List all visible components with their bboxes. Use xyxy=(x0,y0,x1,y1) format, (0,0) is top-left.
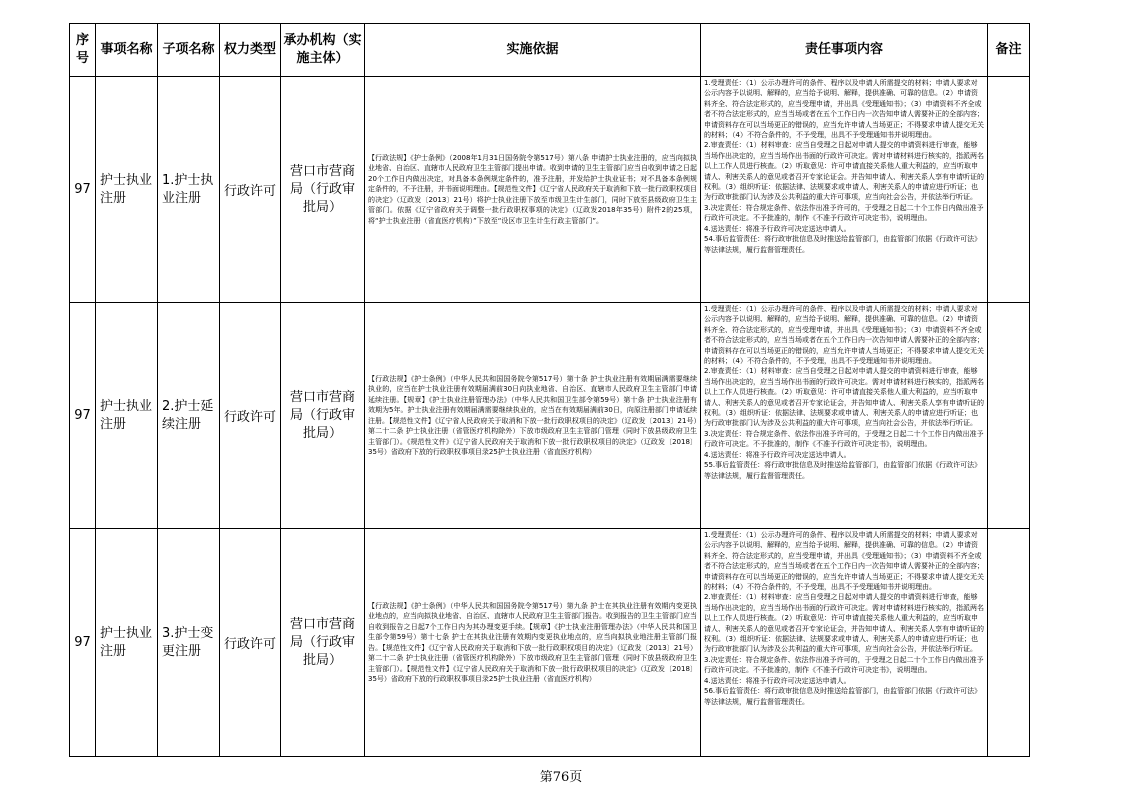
row-item: 护士执业注册 xyxy=(96,529,158,757)
resp-line: 2.审查责任：（1）材料审查：应当自受理之日起对申请人提交的申请资料进行审查，能够当场作出决定的，应当当场作出书面的行政许可决定。需对申请材料进行核实的，指派两名以上工作人员进行核查。（2）听取意见：许可申请直接关系他人重大利益的，应当听取申请人、利害关系人的意见或者召开专家论证会。并告知申请人、利害关系人享有申请听证的权利。（3）组织听证：依据法律、法规要求或申请人、利害关系人的申请应进行听证；也为行政审批部门认为涉及公共利益的重大许可事项，应当向社会公告，并依法举行听证。 xyxy=(704,141,984,202)
row-item: 护士执业注册 xyxy=(96,303,158,529)
row-basis: 【行政法规】《护士条例》（2008年1月31日国务院令第517号）第八条 申请护士执业注册的，应当向拟执业地省、自治区、直辖市人民政府卫生主管部门提出申请。收到申请的卫生主管部门应当自收到申请之日起20个工作日内做出决定，对具备本条例规定条件的，准予注册，并发给护士执业证书；对不具备本条例规定条件的，不予注册，并书面说明理由。【规范性文件】《辽宁省人民政府关于取消和下放一批行政职权项目的决定》（辽政发〔2013〕21号）将护士执业注册下放至市级卫生计生部门，同时下放至县级政府卫生主管部门。依据《辽宁省政府关于调整一批行政职权事项的决定》（辽政发2018年35号）附件2的25项，将“护士执业注册（省直医疗机构）”下放至“设区市卫生计生行政主管部门”。 xyxy=(365,77,701,303)
row-sub: 2.护士延续注册 xyxy=(158,303,220,529)
row-no: 97 xyxy=(70,303,96,529)
resp-line: 2.审查责任：（1）材料审查：应当自受理之日起对申请人提交的申请资料进行审查，能够当场作出决定的，应当当场作出书面的行政许可决定。需对申请材料进行核实的，指派两名以上工作人员进行核查。（2）听取意见：许可申请直接关系他人重大利益的，应当听取申请人、利害关系人的意见或者召开专家论证会，并告知申请人、利害关系人享有申请听证的权利。（3）组织听证：依据法律、法规要求或申请人、利害关系人的申请应进行听证；也为行政审批部门认为涉及公共利益的重大许可事项，应当向社会公告，并依法举行听证。 xyxy=(704,593,984,654)
resp-line: 2.审查责任：（1）材料审查：应当自受理之日起对申请人提交的申请资料进行审查，能够当场作出决定的，应当当场作出书面的行政许可决定。需对申请材料进行核实的，指派两名以上工作人员进行核查。（2）听取意见：许可申请直接关系他人重大利益的，应当听取申请人、利害关系人的意见或者召开专家论证会，并告知申请人、利害关系人享有申请听证的权利。（3）组织听证：依据法律、法规要求或申请人、利害关系人的申请应进行听证；也为行政审批部门认为涉及公共利益的重大许可事项，应当向社会公告，并依法举行听证。 xyxy=(704,367,984,428)
row-item: 护士执业注册 xyxy=(96,77,158,303)
row-note xyxy=(988,529,1030,757)
row-basis: 【行政法规】《护士条例》（中华人民共和国国务院令第517号）第十条 护士执业注册有效期届满需要继续执业的，应当在护士执业注册有效期届满前30日向执业地省、自治区、直辖市人民政府卫生主管部门申请延续注册。【规章】《护士执业注册管理办法》（中华人民共和国卫生部令第59号）第十条 护士执业注册有效期为5年。护士执业注册有效期届满需要继续执业的，应当在有效期届满前30日，向原注册部门申请延续注册。【规范性文件】《辽宁省人民政府关于取消和下放一批行政职权项目的决定》（辽政发〔2013〕21号）第二十二条 护士执业注册（省管医疗机构除外）下放市级政府卫生主管部门管理（同时下放县级政府卫生主管部门）。《规范性文件》《辽宁省人民政府关于取消和下放一批行政职权项目的决定》（辽政发〔2018〕35号）省政府下放的行政职权事项目录25护士执业注册（省直医疗机构） xyxy=(365,303,701,529)
row-sub: 3.护士变更注册 xyxy=(158,529,220,757)
row-type: 行政许可 xyxy=(220,77,281,303)
resp-line: 3.决定责任：符合规定条件、依法作出准予许可的，于受理之日起二十个工作日内做出准予行政许可决定。不予批准的，制作《不准予行政许可决定书》，说明理由。 xyxy=(704,655,984,675)
resp-line: 55.事后监管责任：将行政审批信息及时推送给监管部门，由监管部门依据《行政许可法》等法律法规，履行监督管理责任。 xyxy=(704,461,982,480)
row-org: 营口市营商局（行政审批局） xyxy=(281,529,365,757)
resp-line: 54.事后监管责任：将行政审批信息及时推送给监管部门，由监管部门依据《行政许可法》等法律法规，履行监督管理责任。 xyxy=(704,235,982,254)
header-resp: 责任事项内容 xyxy=(701,24,988,77)
row-resp xyxy=(701,303,988,529)
header-org: 承办机构（实施主体） xyxy=(281,24,365,77)
row-type: 行政许可 xyxy=(220,303,281,529)
row-no: 97 xyxy=(70,77,96,303)
header-sub: 子项名称 xyxy=(158,24,220,77)
page-number: 第76页 xyxy=(539,770,583,785)
row-type: 行政许可 xyxy=(220,529,281,757)
row-org: 营口市营商局（行政审批局） xyxy=(281,77,365,303)
resp-line: 56.事后监管责任：将行政审批信息及时推送给监管部门，由监管部门依据《行政许可法》等法律法规，履行监督管理责任。 xyxy=(704,687,982,706)
table-row xyxy=(70,303,1030,529)
resp-line: 4.送达责任：将准予行政许可决定送达申请人。 xyxy=(704,224,851,233)
resp-line: 1.受理责任：（1）公示办理许可的条件、程序以及申请人所需提交的材料；申请人要求对公示内容予以说明、解释的，应当给予说明、解释，提供准确、可靠的信息。（2）申请资料齐全、符合法定形式的，应当受理申请，并出具《受理通知书》；（3）申请资料不齐全或者不符合法定形式的，应当当场或者在五个工作日内一次告知申请人需要补正的全部内容；申请资料存在可以当场更正的错误的，应当允许申请人当场更正；不得要求申请人提交无关的材料；（4）不符合条件的，不予受理，出具不予受理通知书并说明理由。 xyxy=(704,531,984,592)
row-note xyxy=(988,77,1030,303)
row-note xyxy=(988,303,1030,529)
resp-line: 1.受理责任：（1）公示办理许可的条件、程序以及申请人所需提交的材料；申请人要求对公示内容予以说明、解释的，应当给予说明、解释，提供准确、可靠的信息。（2）申请资料齐全、符合法定形式的，应当受理申请，并出具《受理通知书》；（3）申请资料不齐全或者不符合法定形式的，应当当场或者在五个工作日内一次告知申请人需要补正的全部内容；申请资料存在可以当场更正的错误的，应当允许申请人当场更正；不得要求申请人提交无关的材料；（4）不符合条件的，不予受理，出具不予受理通知书并说明理由。 xyxy=(704,305,984,366)
table-row xyxy=(70,529,1030,757)
row-basis: 【行政法规】《护士条例》（中华人民共和国国务院令第517号）第九条 护士在其执业注册有效期内变更执业地点的，应当向拟执业地省、自治区、直辖市人民政府卫生主管部门报告。收到报告的卫生主管部门应当自收到报告之日起7个工作日内为其办理变更手续。【规章】《护士执业注册管理办法》（中华人民共和国卫生部令第59号）第十七条 护士在其执业注册有效期内变更执业地点的，应当向拟执业地注册主管部门报告。【规范性文件】《辽宁省人民政府关于取消和下放一批行政职权项目的决定》（辽政发〔2013〕21号）第二十二条 护士执业注册（省管医疗机构除外）下放市级政府卫生主管部门管理（同时下放县级政府卫生主管部门）。【规范性文件】《辽宁省人民政府关于取消和下放一批行政职权项目的决定》（辽政发〔2018〕35号）省政府下放的行政职权事项目录25护士执业注册（省直医疗机构） xyxy=(365,529,701,757)
header-basis: 实施依据 xyxy=(365,24,701,77)
resp-line: 3.决定责任：符合规定条件、依法作出准予许可的，于受理之日起二十个工作日内做出准予行政许可决定。不予批准的，制作《不准予行政许可决定书》，说明理由。 xyxy=(704,429,984,449)
resp-line: 1.受理责任：（1）公示办理许可的条件、程序以及申请人所需提交的材料；申请人要求对公示内容予以说明、解释的，应当给予说明、解释，提供准确、可靠的信息。（2）申请资料齐全、符合法定形式的，应当受理申请，并出具《受理通知书》；（3）申请资料不齐全或者不符合法定形式的，应当当场或者在五个工作日内一次告知申请人需要补正的全部内容；申请资料存在可以当场更正的错误的，应当允许申请人当场更正；不得要求申请人提交无关的材料；（4）不符合条件的，不予受理，出具不予受理通知书并说明理由。 xyxy=(704,79,984,140)
resp-line: 4.送达责任：将准予行政许可决定送达申请人。 xyxy=(704,676,851,685)
row-resp xyxy=(701,529,988,757)
row-org: 营口市营商局（行政审批局） xyxy=(281,303,365,529)
header-note: 备注 xyxy=(988,24,1030,77)
resp-line: 3.决定责任：符合规定条件、依法作出准予许可的，于受理之日起二十个工作日内做出准予行政许可决定。不予批准的，制作《不准予行政许可决定书》，说明理由。 xyxy=(704,203,984,223)
row-resp xyxy=(701,77,988,303)
header-item: 事项名称 xyxy=(96,24,158,77)
row-sub: 1.护士执业注册 xyxy=(158,77,220,303)
responsibility-table xyxy=(69,23,1030,757)
table-row xyxy=(70,77,1030,303)
resp-line: 4.送达责任：将准予行政许可决定送达申请人。 xyxy=(704,450,851,459)
header-row xyxy=(70,24,1030,77)
header-no: 序号 xyxy=(70,24,96,77)
row-no: 97 xyxy=(70,529,96,757)
header-type: 权力类型 xyxy=(220,24,281,77)
